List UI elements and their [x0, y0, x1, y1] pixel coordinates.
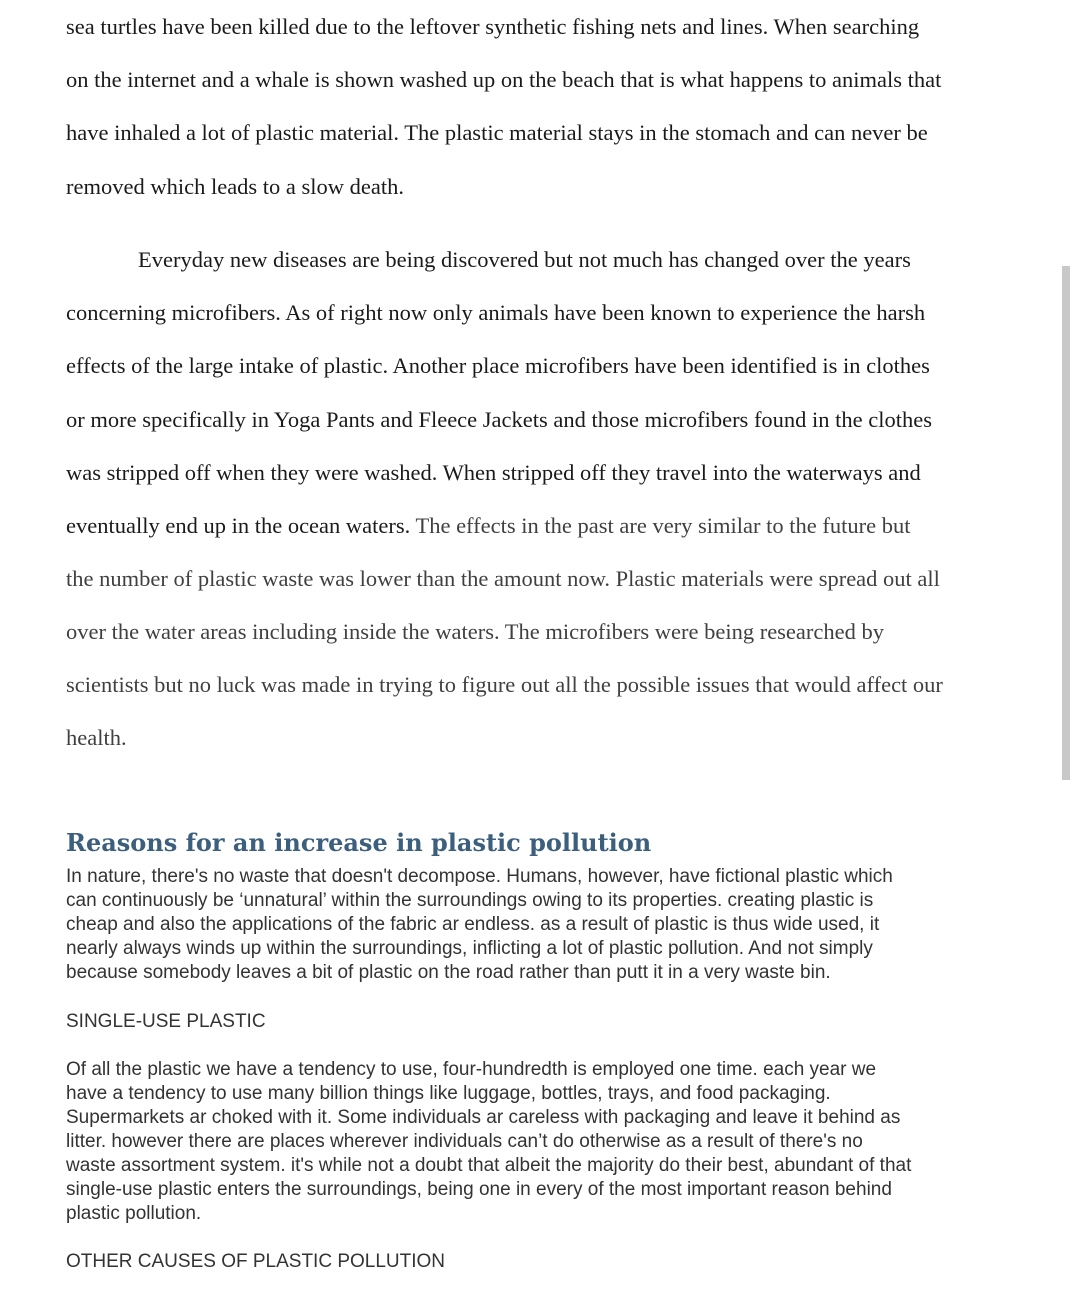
paragraph-2-line: concerning microfibers. As of right now only animals have been known to experience the harsh [66, 300, 926, 325]
paragraph-2-grey-text: The effects in the past are very similar to the future but [415, 513, 911, 538]
intro-line: cheap and also the applications of the fabric ar endless. as a result of plastic is thus wide used, it [66, 914, 880, 935]
single-use-line: waste assortment system. it's while not a doubt that albeit the majority do their best, abundant of that [66, 1155, 912, 1176]
single-use-line: plastic pollution. [66, 1203, 202, 1224]
paragraph-2-line: over the water areas including inside the waters. The microfibers were being researched by [66, 619, 884, 644]
subheading-other-causes: OTHER CAUSES OF PLASTIC POLLUTION [66, 1251, 446, 1272]
intro-line: can continuously be ‘unnatural’ within the surroundings owing to its properties. creating plastic is [66, 890, 874, 911]
intro-line: In nature, there's no waste that doesn't decompose. Humans, however, have fictional plastic which [66, 866, 893, 887]
paragraph-2-line [66, 511, 911, 541]
paragraph-2-line: Everyday new diseases are being discovered but not much has changed over the years [138, 247, 911, 272]
paragraph-1-line: have inhaled a lot of plastic material. The plastic material stays in the stomach and can never be [66, 120, 928, 145]
single-use-line: Supermarkets ar choked with it. Some individuals ar careless with packaging and leave it behind as [66, 1107, 901, 1128]
single-use-line: litter. however there are places wherever individuals can’t do otherwise as a result of there's no [66, 1131, 863, 1152]
paragraph-1-line: sea turtles have been killed due to the leftover synthetic fishing nets and lines. When searching [66, 14, 920, 39]
section-heading: Reasons for an increase in plastic pollution [66, 828, 652, 857]
paragraph-2-line: scientists but no luck was made in trying to figure out all the possible issues that would affect our [66, 672, 943, 697]
paragraph-2-line: or more specifically in Yoga Pants and Fleece Jackets and those microfibers found in the clothes [66, 407, 933, 432]
paragraph-2-line: health. [66, 725, 127, 750]
intro-line: nearly always winds up within the surroundings, inflicting a lot of plastic pollution. And not simply [66, 938, 873, 959]
paragraph-2-dark-text: eventually end up in the ocean waters. [66, 513, 416, 538]
subheading-single-use-plastic: SINGLE-USE PLASTIC [66, 1011, 266, 1032]
single-use-line: Of all the plastic we have a tendency to use, four-hundredth is employed one time. each year we [66, 1059, 877, 1080]
paragraph-1-line: on the internet and a whale is shown washed up on the beach that is what happens to animals that [66, 67, 942, 92]
single-use-line: have a tendency to use many billion things like luggage, bottles, trays, and food packaging. [66, 1083, 831, 1104]
paragraph-2-line: was stripped off when they were washed. When stripped off they travel into the waterways and [66, 460, 921, 485]
intro-line: because somebody leaves a bit of plastic on the road rather than putt it in a very waste bin. [66, 962, 831, 983]
single-use-line: single-use plastic enters the surroundings, being one in every of the most important reason behind [66, 1179, 892, 1200]
vertical-scrollbar[interactable] [1062, 266, 1070, 780]
paragraph-1-line: removed which leads to a slow death. [66, 174, 405, 199]
paragraph-2-line: the number of plastic waste was lower than the amount now. Plastic materials were spread out all [66, 566, 940, 591]
paragraph-2-line: effects of the large intake of plastic. Another place microfibers have been identified is in clothes [66, 353, 930, 378]
